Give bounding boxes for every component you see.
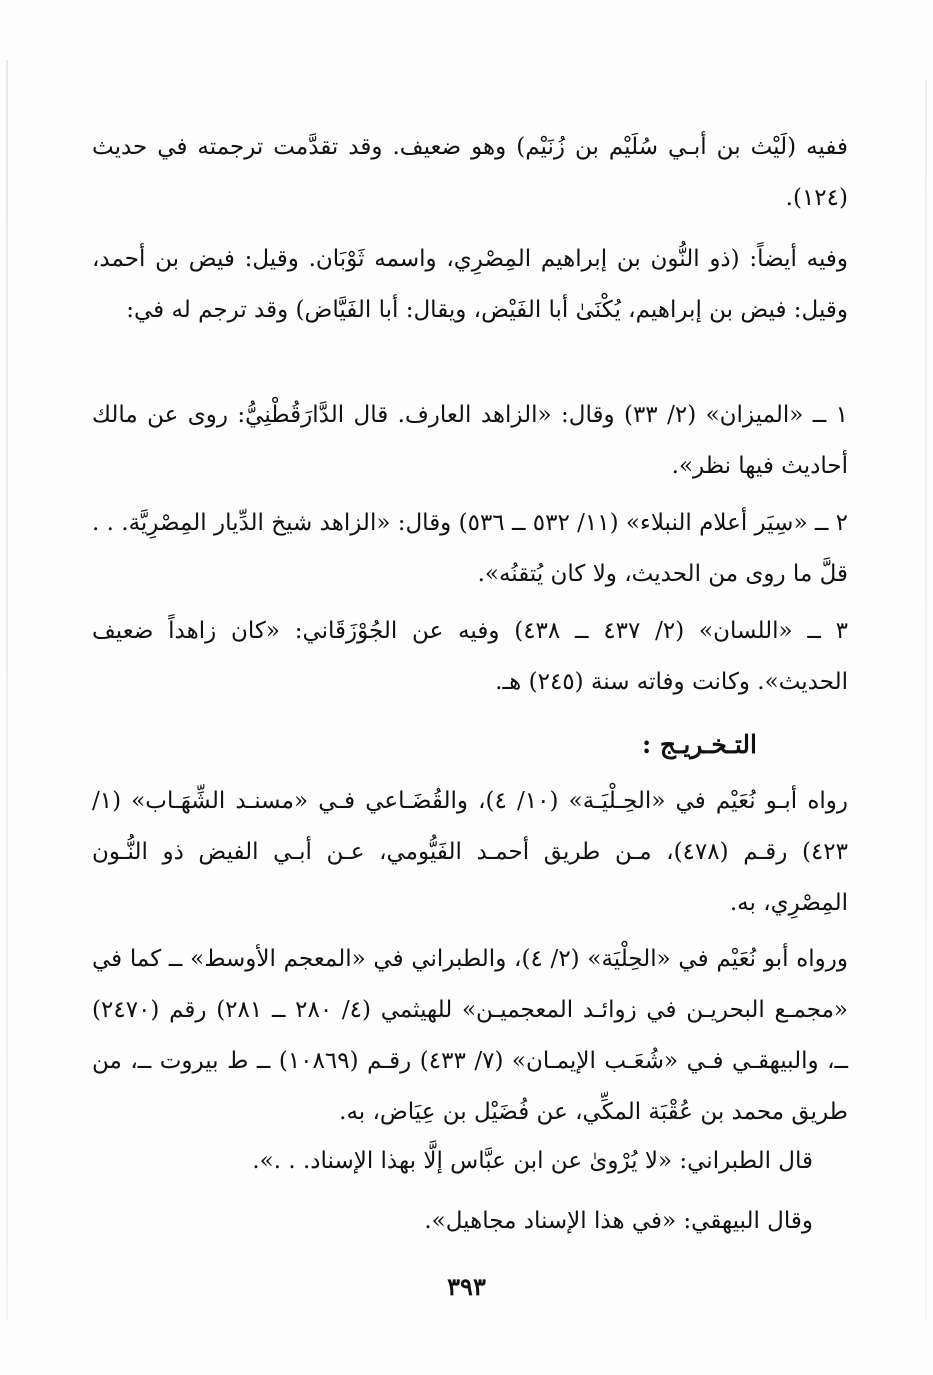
quote-tabarani: قال الطبراني: «لا يُرْوىٰ عن ابن عبَّاس إلَّا بهذا الإسناد. . .». bbox=[252, 1148, 813, 1174]
quote-bayhaqi: وقال البيهقي: «في هذا الإسناد مجاهيل». bbox=[424, 1208, 813, 1234]
paragraph-siyar: ٢ ــ «سِيَر أعلام النبلاء» (١١/ ٥٣٢ ــ ٥٣٦) وقال: «الزاهد شيخ الدِّيار المِصْرِيَّة. . . قلَّ ما روى من الحديث، ولا كان يُتقنُه». bbox=[92, 510, 848, 587]
page-number: ٣٩٣ bbox=[447, 1272, 486, 1301]
scan-edge-left bbox=[6, 60, 8, 1320]
paragraph-lisan: ٣ ــ «اللسان» (٢/ ٤٣٧ ــ ٤٣٨) وفيه عن الجُوْزَقَاني: «كان زاهداً ضعيف الحديث». وكانت وفاته سنة (٢٤٥) هـ. bbox=[92, 618, 848, 695]
paragraph-takhrij-tabarani: ورواه أبو نُعَيْم في «الحِلْيَة» (٢/ ٤)، والطبراني في «المعجم الأوسط» ــ كما في «مجمـع البحريـن في زوائـد المعجميـن» للهيثمي (٤/ ٢٨٠ ــ ٢٨١) رقم (٢٤٧٠) ــ، والبيهقـي فـي «شُعَـب الإيمـان» (٧/ ٤٣٣) رقـم (١٠٨٦٩) ــ ط بيروت ــ، من طريق محمد بن عُقْبَة المكِّي، عن فُضَيْل بن عِيَاض، به. bbox=[92, 946, 849, 1125]
scan-edge-right bbox=[925, 80, 927, 1320]
paragraph-takhrij-abu-nuaym: رواه أبـو نُعَيْم في «الحِـلْيَـة» (١٠/ ٤)، والقُضَـاعي فـي «مسنـد الشِّهَـاب» (١/ ٤٢٣) رقـم (٤٧٨)، مـن طريق أحمـد الفَيُّومي، عـن أبـي الفيض ذو النُّـون المِصْرِي، به. bbox=[92, 788, 848, 916]
paragraph-laith: ففيه (لَيْث بن أبـي سُلَيْم بن زُنَيْم) وهو ضعيف. وقد تقدَّمت ترجمته في حديث (١٢٤). bbox=[92, 134, 848, 211]
takhrij-heading: التـخـريـج : bbox=[641, 730, 757, 759]
paragraph-mizan: ١ ــ «الميزان» (٢/ ٣٣) وقال: «الزاهد العارف. قال الدَّارَقُطْنِيُّ: روى عن مالك أحاديث فيها نظر». bbox=[92, 402, 849, 479]
paragraph-dhul-nun: وفيه أيضاً: (ذو النُّون بن إبراهيم المِصْرِي، واسمه ثَوْبَان. وقيل: فيض بن أحمد، وقيل: فيض بن إبراهيم، يُكْنَىٰ أبا الفَيْض، ويقال: أبا الفَيَّاض) وقد ترجم له في: bbox=[92, 246, 848, 323]
